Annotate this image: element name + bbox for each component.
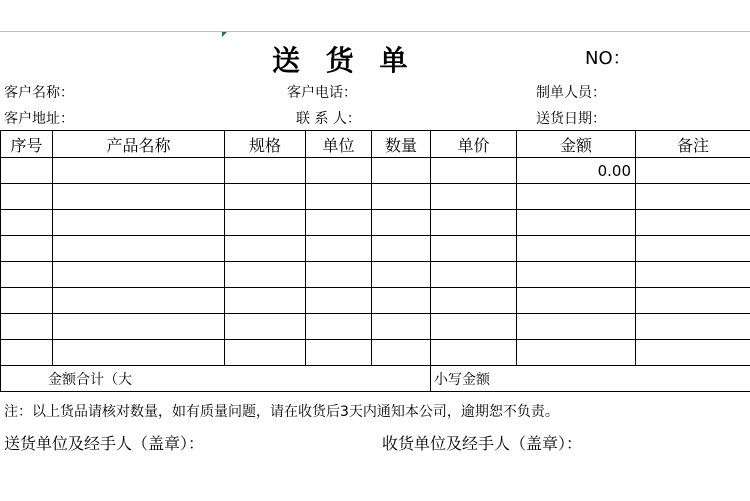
cell-index[interactable]	[1, 262, 53, 288]
cell-spec[interactable]	[225, 314, 306, 340]
customer-name-label: 客户名称：	[4, 85, 74, 101]
cell-unit-price[interactable]	[431, 210, 517, 236]
cell-remark[interactable]	[636, 210, 750, 236]
cell-unit-price[interactable]	[431, 340, 517, 366]
column-header-unit-price: 单价	[431, 131, 517, 158]
cell-amount[interactable]	[517, 340, 636, 366]
cell-quantity[interactable]	[372, 288, 431, 314]
cell-quantity[interactable]	[372, 340, 431, 366]
cell-spec[interactable]	[225, 288, 306, 314]
cell-remark[interactable]	[636, 288, 750, 314]
table-row	[1, 262, 750, 288]
cell-unit[interactable]	[306, 340, 372, 366]
document-number-label: NO：	[585, 48, 631, 69]
cell-product-name[interactable]	[53, 340, 225, 366]
column-header-quantity: 数量	[372, 131, 431, 158]
cell-amount[interactable]	[517, 262, 636, 288]
delivery-date-label: 送货日期：	[536, 111, 606, 127]
cell-product-name[interactable]	[53, 236, 225, 262]
cell-product-name[interactable]	[53, 184, 225, 210]
cell-amount[interactable]: 0.00	[517, 158, 636, 184]
total-upper-label: 金额合计（大	[1, 366, 431, 392]
cell-index[interactable]	[1, 340, 53, 366]
cell-index[interactable]	[1, 236, 53, 262]
cell-comment-marker	[222, 32, 227, 37]
cell-product-name[interactable]	[53, 158, 225, 184]
cell-amount[interactable]	[517, 314, 636, 340]
customer-phone-label: 客户电话：	[287, 85, 357, 101]
cell-product-name[interactable]	[53, 210, 225, 236]
cell-spec[interactable]	[225, 236, 306, 262]
cell-spec[interactable]	[225, 340, 306, 366]
column-header-product-name: 产品名称	[53, 131, 225, 158]
cell-amount[interactable]	[517, 288, 636, 314]
cell-index[interactable]	[1, 288, 53, 314]
document-title: 送 货 单	[272, 44, 416, 77]
cell-quantity[interactable]	[372, 210, 431, 236]
cell-unit[interactable]	[306, 262, 372, 288]
delivery-items-table	[0, 130, 750, 392]
table-header-row	[1, 131, 750, 158]
receiver-signature-label: 收货单位及经手人（盖章）：	[382, 434, 583, 453]
cell-remark[interactable]	[636, 314, 750, 340]
cell-amount[interactable]	[517, 210, 636, 236]
cell-unit-price[interactable]	[431, 314, 517, 340]
total-lower-label: 小写金额	[431, 366, 750, 392]
table-row	[1, 314, 750, 340]
cell-remark[interactable]	[636, 158, 750, 184]
column-header-unit: 单位	[306, 131, 372, 158]
table-row	[1, 184, 750, 210]
cell-unit[interactable]	[306, 210, 372, 236]
cell-unit[interactable]	[306, 236, 372, 262]
cell-unit[interactable]	[306, 184, 372, 210]
cell-unit-price[interactable]	[431, 262, 517, 288]
terms-note: 注：以上货品请核对数量，如有质量问题，请在收货后3天内通知本公司，逾期恕不负责。	[4, 404, 559, 420]
table-row	[1, 236, 750, 262]
cell-quantity[interactable]	[372, 236, 431, 262]
cell-remark[interactable]	[636, 236, 750, 262]
cell-unit-price[interactable]	[431, 184, 517, 210]
cell-amount[interactable]	[517, 184, 636, 210]
cell-index[interactable]	[1, 314, 53, 340]
maker-label: 制单人员：	[536, 85, 606, 101]
cell-unit-price[interactable]	[431, 158, 517, 184]
column-header-amount: 金额	[517, 131, 636, 158]
cell-index[interactable]	[1, 210, 53, 236]
cell-quantity[interactable]	[372, 184, 431, 210]
contact-label: 联 系 人：	[296, 111, 361, 127]
cell-remark[interactable]	[636, 340, 750, 366]
sheet-top-border	[0, 31, 750, 32]
sender-signature-label: 送货单位及经手人（盖章）：	[4, 434, 205, 453]
table-row	[1, 158, 750, 184]
cell-amount[interactable]	[517, 236, 636, 262]
cell-spec[interactable]	[225, 210, 306, 236]
cell-quantity[interactable]	[372, 314, 431, 340]
column-header-index: 序号	[1, 131, 53, 158]
cell-unit[interactable]	[306, 158, 372, 184]
cell-unit-price[interactable]	[431, 236, 517, 262]
cell-spec[interactable]	[225, 158, 306, 184]
total-row	[1, 366, 750, 392]
cell-remark[interactable]	[636, 262, 750, 288]
cell-index[interactable]	[1, 184, 53, 210]
column-header-spec: 规格	[225, 131, 306, 158]
cell-product-name[interactable]	[53, 288, 225, 314]
cell-product-name[interactable]	[53, 314, 225, 340]
cell-quantity[interactable]	[372, 262, 431, 288]
cell-index[interactable]	[1, 158, 53, 184]
table-row	[1, 210, 750, 236]
cell-product-name[interactable]	[53, 262, 225, 288]
column-header-remark: 备注	[636, 131, 750, 158]
table-row	[1, 340, 750, 366]
cell-unit[interactable]	[306, 288, 372, 314]
table-row	[1, 288, 750, 314]
cell-unit-price[interactable]	[431, 288, 517, 314]
customer-address-label: 客户地址：	[4, 111, 74, 127]
cell-remark[interactable]	[636, 184, 750, 210]
cell-spec[interactable]	[225, 262, 306, 288]
cell-spec[interactable]	[225, 184, 306, 210]
cell-unit[interactable]	[306, 314, 372, 340]
cell-quantity[interactable]	[372, 158, 431, 184]
